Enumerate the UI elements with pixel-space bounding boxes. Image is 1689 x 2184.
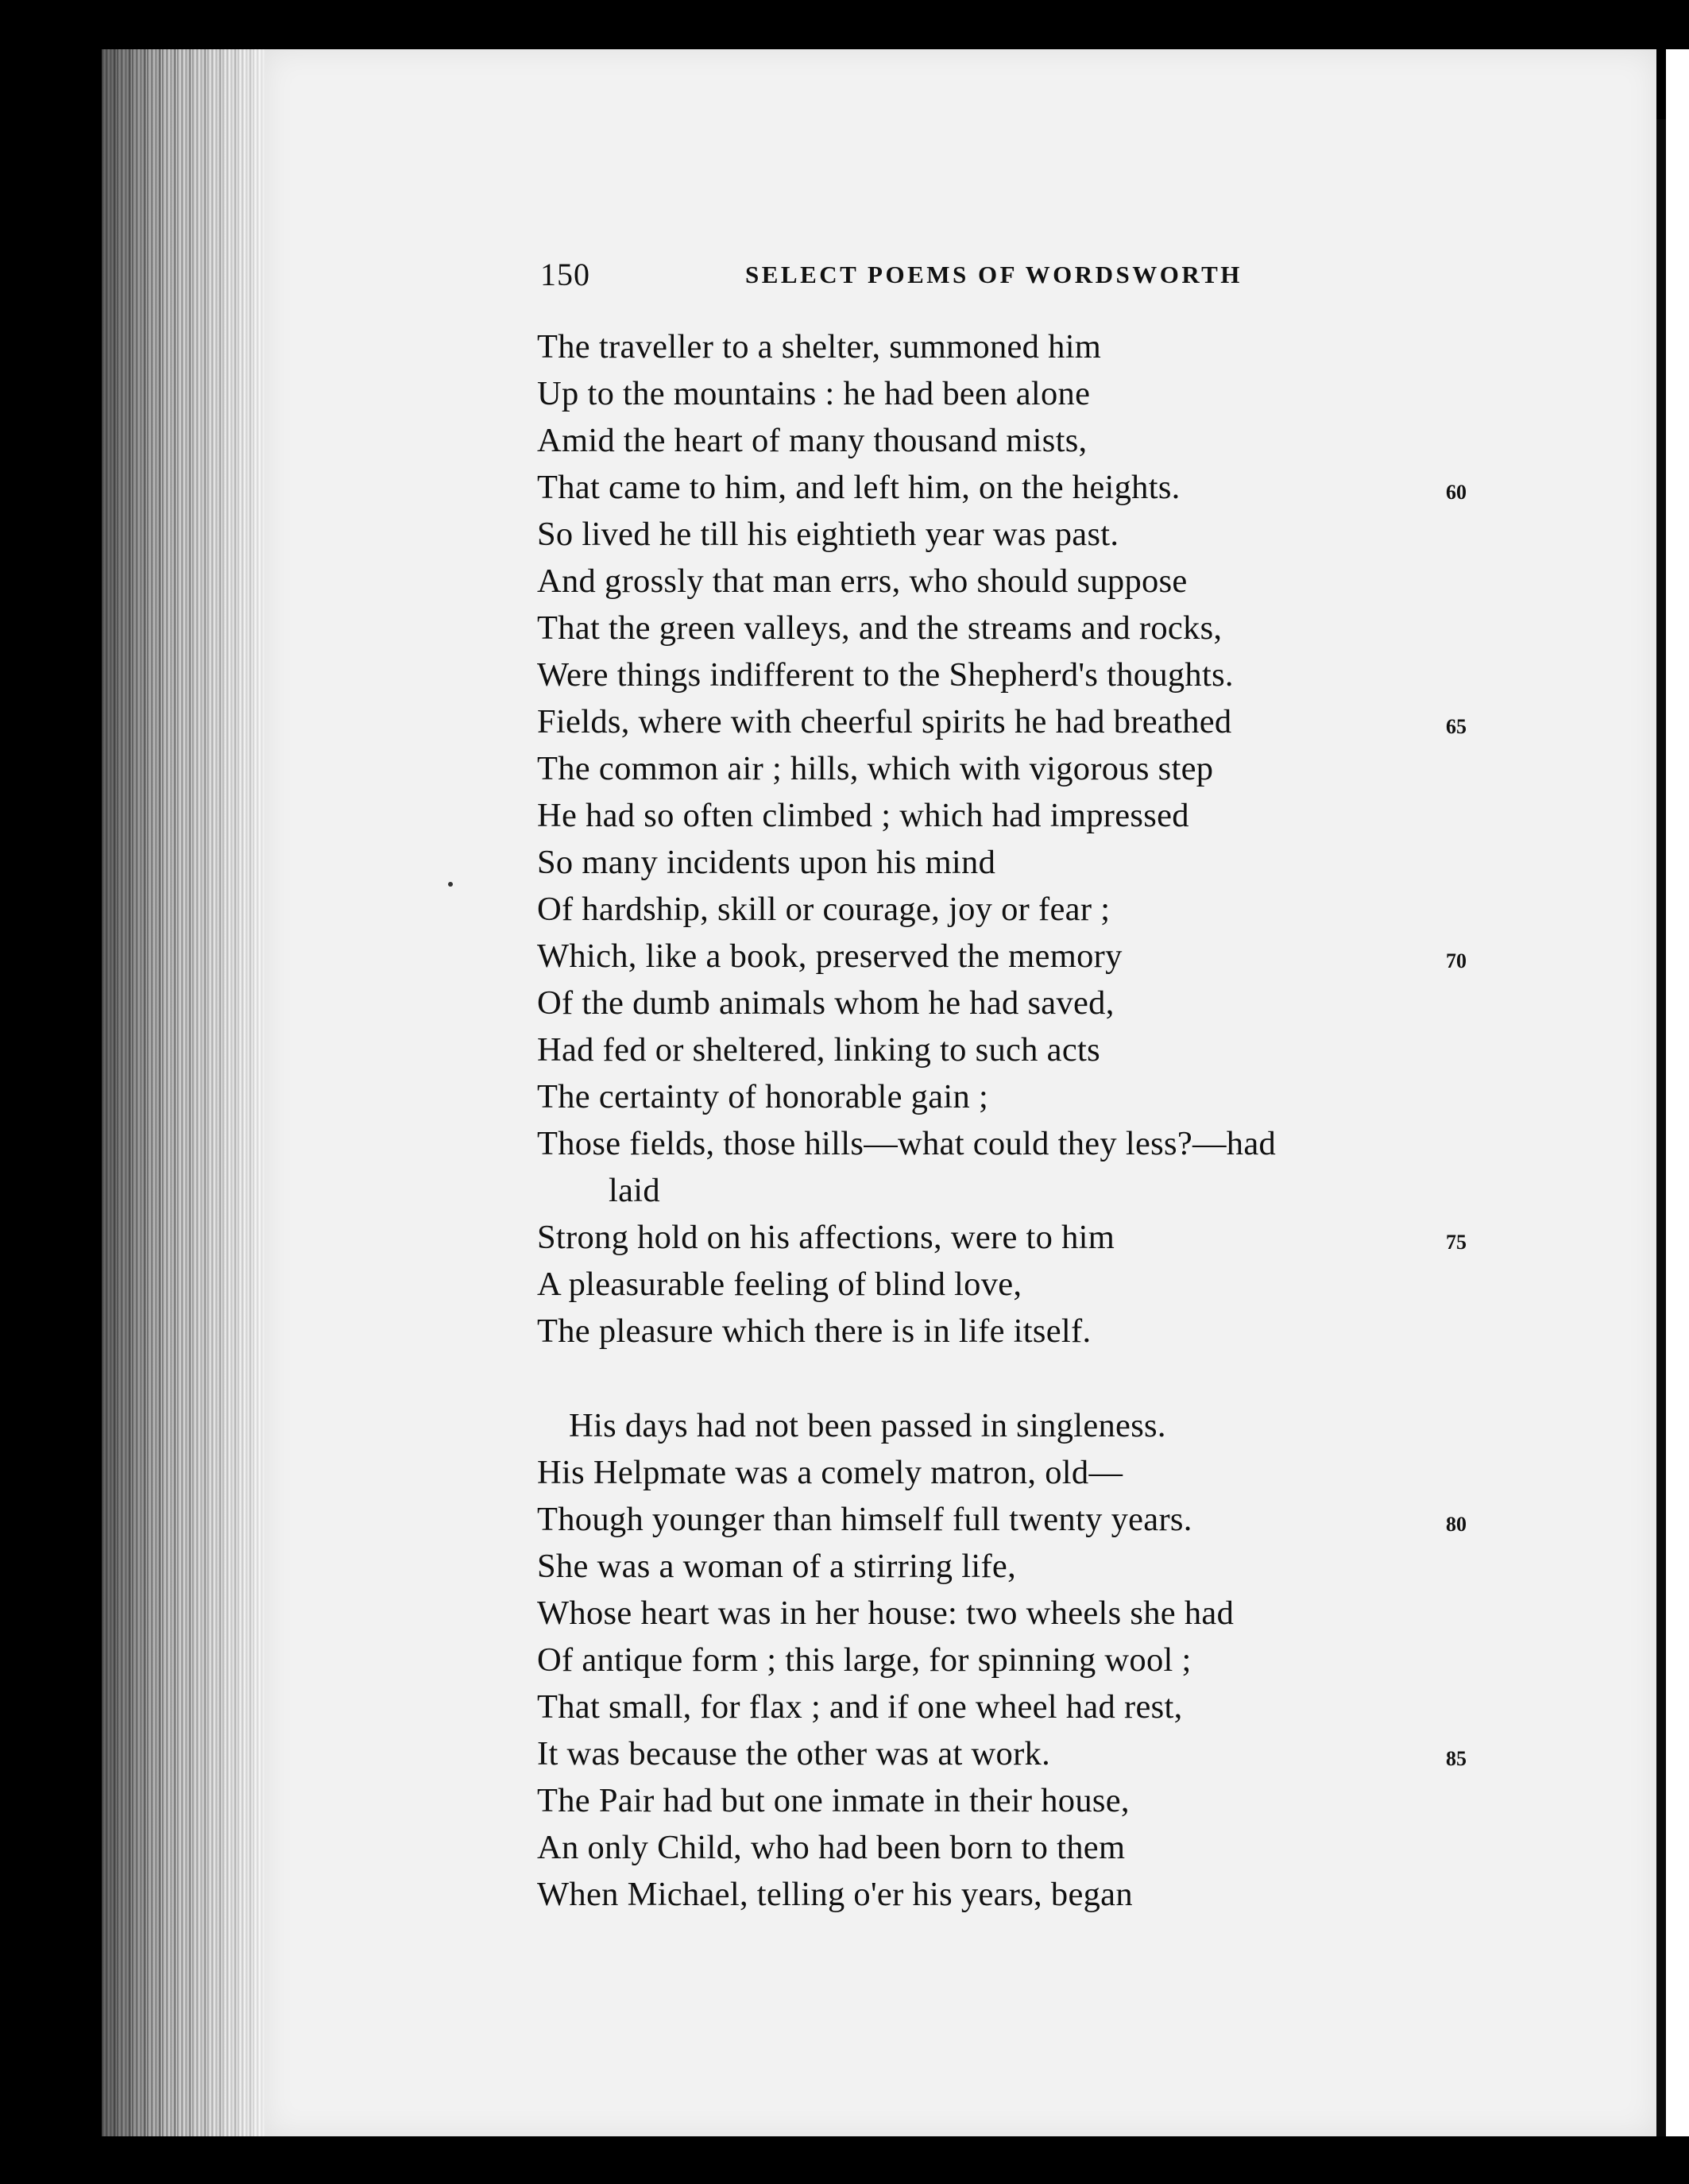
poem-line: His Helpmate was a comely matron, old— (537, 1454, 1123, 1491)
scan-frame-bottom (0, 2136, 1689, 2184)
poem-line-continuation: laid (609, 1172, 660, 1209)
poem-line: He had so often climbed ; which had impressed (537, 797, 1189, 834)
running-title: SELECT POEMS OF WORDSWORTH (745, 261, 1243, 288)
poem-line: Up to the mountains : he had been alone (537, 375, 1091, 412)
poem-line: Of the dumb animals whom he had saved, (537, 984, 1115, 1022)
poem-line: Of hardship, skill or courage, joy or fear ; (537, 891, 1111, 928)
poem-line: That small, for flax ; and if one wheel had rest, (537, 1688, 1183, 1726)
poem-line: Strong hold on his affections, were to him (537, 1219, 1115, 1256)
poem-line: So many incidents upon his mind (537, 844, 996, 881)
poem-line: The Pair had but one inmate in their house, (537, 1782, 1130, 1819)
poem-line: That the green valleys, and the streams and rocks, (537, 609, 1223, 647)
poem-line: Were things indifferent to the Shepherd's thoughts. (537, 656, 1234, 694)
page-gutter-right (1656, 119, 1666, 2137)
line-number: 75 (1446, 1231, 1467, 1254)
poem-line: Amid the heart of many thousand mists, (537, 422, 1088, 459)
line-number: 80 (1446, 1513, 1467, 1536)
line-number: 85 (1446, 1747, 1467, 1770)
poem-line: It was because the other was at work. (537, 1735, 1051, 1772)
poem-line: The traveller to a shelter, summoned him (537, 328, 1102, 365)
poem-line: And grossly that man errs, who should suppose (537, 562, 1188, 600)
line-number: 70 (1446, 949, 1467, 972)
poem-line: That came to him, and left him, on the heights. (537, 469, 1181, 506)
poem-line: Had fed or sheltered, linking to such acts (537, 1031, 1100, 1069)
poem-line: Whose heart was in her house: two wheels she had (537, 1595, 1235, 1632)
page-number: 150 (540, 257, 590, 292)
poem-line: An only Child, who had been born to them (537, 1829, 1126, 1866)
poem-line: Of antique form ; this large, for spinning wool ; (537, 1641, 1192, 1679)
poem-line: Which, like a book, preserved the memory (537, 937, 1123, 975)
line-number: 65 (1446, 715, 1467, 738)
poem-line: Fields, where with cheerful spirits he had breathed (537, 703, 1232, 740)
page-edges (102, 49, 265, 2136)
poem-line: His days had not been passed in singleness. (569, 1407, 1166, 1444)
ink-speck (448, 882, 453, 887)
scan-frame-top (0, 0, 1689, 49)
poem-line: When Michael, telling o'er his years, began (537, 1876, 1133, 1913)
poem-line: So lived he till his eightieth year was past. (537, 516, 1119, 553)
poem-line: The pleasure which there is in life itself. (537, 1312, 1092, 1350)
poem-line: A pleasurable feeling of blind love, (537, 1266, 1022, 1303)
poem-line: The certainty of honorable gain ; (537, 1078, 989, 1115)
poem-line: Those fields, those hills—what could they less?—had (537, 1125, 1277, 1162)
poem-line: She was a woman of a stirring life, (537, 1548, 1016, 1585)
poem-line: The common air ; hills, which with vigorous step (537, 750, 1214, 787)
line-number: 60 (1446, 481, 1467, 504)
scan-margin-right (1666, 49, 1689, 2136)
poem-line: Though younger than himself full twenty years. (537, 1501, 1192, 1538)
